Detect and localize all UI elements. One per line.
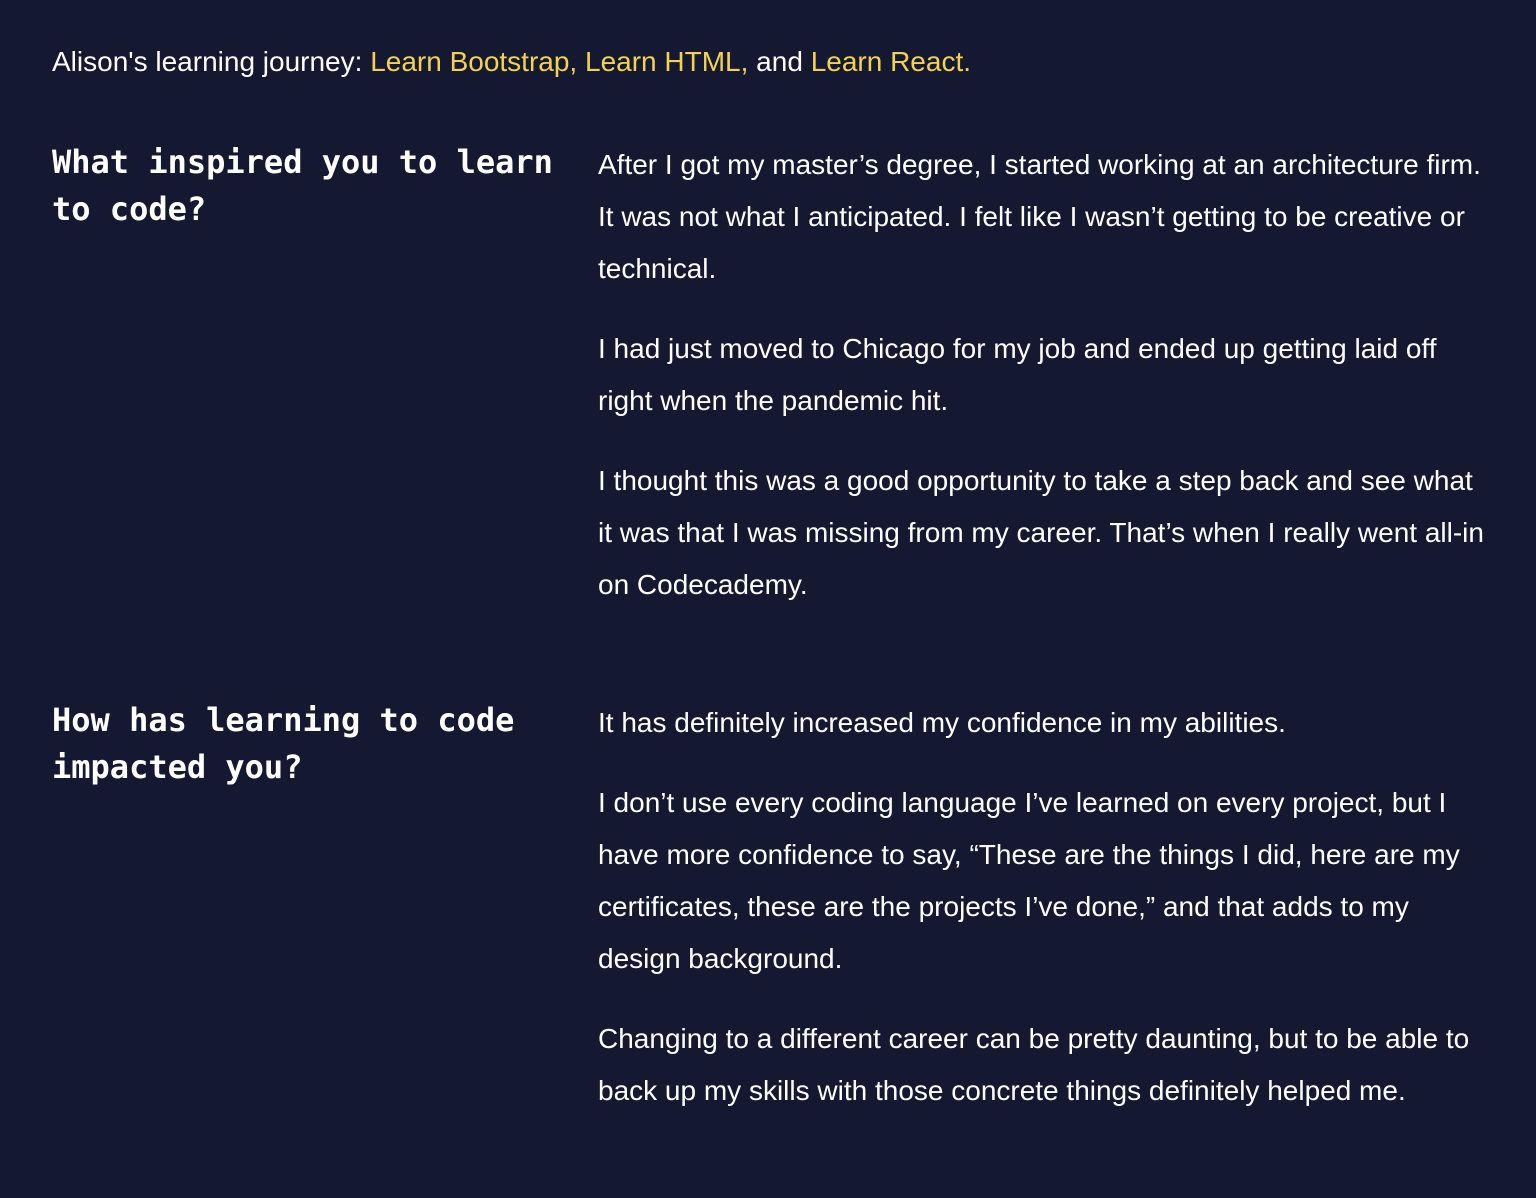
- course-link[interactable]: Learn Bootstrap,: [370, 46, 578, 77]
- answer-paragraph: After I got my master’s degree, I started working at an architecture firm. It was not what I anticipated. I felt like I wasn’t getting to be creative or technical.: [598, 149, 1481, 285]
- answer-paragraph: I don’t use every coding language I’ve learned on every project, but I have more confidence to say, “These are the things I did, here are my certificates, these are the projects I’ve done,” and that adds to my design background.: [598, 787, 1460, 975]
- course-link[interactable]: Learn React.: [810, 46, 972, 77]
- question-heading: How has learning to code impacted you?: [52, 701, 515, 787]
- answer-paragraph: I thought this was a good opportunity to take a step back and see what it was that I was missing from my career. That’s when I really went all-in on Codecademy.: [598, 465, 1484, 601]
- intro-text-segment: and: [748, 46, 811, 77]
- answer-paragraph: It has definitely increased my confidence in my abilities.: [598, 707, 1286, 739]
- answer-paragraph: I had just moved to Chicago for my job and ended up getting laid off right when the pandemic hit.: [598, 333, 1437, 417]
- answer-block: [598, 139, 1484, 611]
- learning-journey-line: [52, 40, 1484, 83]
- answer-paragraph: Changing to a different career can be pretty daunting, but to be able to back up my skills with those concrete things definitely helped me.: [598, 1023, 1470, 1107]
- question-heading: What inspired you to learn to code?: [52, 143, 553, 229]
- intro-text-segment: [577, 46, 585, 77]
- intro-text-segment: Alison's learning journey:: [52, 46, 371, 77]
- qa-grid: [52, 139, 1484, 1117]
- course-link[interactable]: Learn HTML,: [585, 46, 749, 77]
- answer-block: [598, 697, 1484, 1117]
